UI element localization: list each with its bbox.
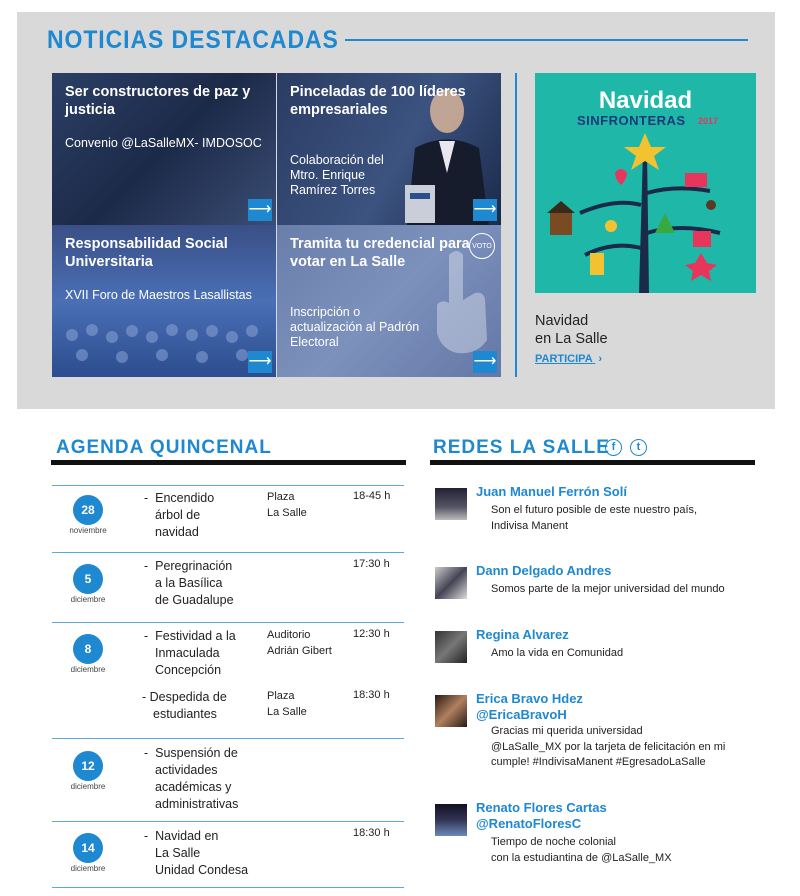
event-line: estudiantes (153, 707, 217, 721)
news-tile-text: Convenio @LaSalleMX- IMDOSOC (65, 136, 262, 150)
event-place (267, 489, 307, 521)
event-line: Navidad en (155, 829, 219, 843)
arrow-right-icon[interactable]: ⟶ (473, 199, 497, 221)
date-circle: 28 (73, 495, 103, 525)
post-author-name: Erica Bravo Hdez (476, 691, 583, 706)
agenda-row (52, 622, 404, 738)
date-month: diciembre (70, 782, 106, 791)
chevron-right-icon: › (598, 353, 602, 365)
navidad-banner[interactable] (535, 73, 756, 293)
post-text-line: Son el futuro posible de este nuestro país, (491, 504, 698, 516)
post-author-name: Renato Flores Cartas (476, 800, 607, 815)
event-place-line: Plaza (267, 690, 295, 702)
vote-badge: VOTO (469, 233, 495, 259)
event-line: Suspensión de (155, 746, 238, 760)
participa-link[interactable] (535, 353, 602, 365)
sinfronteras-logo: SINFRONTERAS (577, 113, 686, 128)
event-line: La Salle (155, 846, 201, 860)
avatar (435, 567, 467, 599)
title-rule (345, 39, 748, 41)
event-line: Encendido (155, 491, 215, 505)
event-line: Unidad Condesa (155, 863, 249, 877)
agenda-row (52, 738, 404, 821)
post-author-handle: @RenatoFloresC (476, 816, 582, 831)
post-text-line: Somos parte de la mejor universidad del mundo (491, 583, 725, 595)
navidad-logo: Navidad (598, 87, 693, 114)
arrow-right-icon[interactable]: ⟶ (248, 351, 272, 373)
event-place-line: La Salle (267, 706, 307, 718)
news-section-title: NOTICIAS DESTACADAS (47, 26, 339, 54)
facebook-icon[interactable]: f (605, 439, 622, 456)
date-circle: 8 (73, 634, 103, 664)
agenda-row (52, 552, 404, 622)
agenda-event[interactable]: - Despedida de estudiantes (153, 689, 278, 723)
post-text-line: Amo la vida en Comunidad (491, 647, 624, 659)
event-line: actividades (155, 763, 218, 777)
event-line: académicas y (155, 780, 232, 794)
event-place-line: Adrián Gibert (267, 645, 332, 657)
post-author-handle: @EricaBravoH (476, 707, 567, 722)
event-place-line: Plaza (267, 491, 295, 503)
post-text-line: cumple! #IndivisaManent #EgresadoLaSalle (491, 756, 706, 768)
post-author[interactable]: Juan Manuel Ferrón Solí (476, 484, 627, 499)
event-place (267, 627, 332, 659)
event-line: Festividad a la (155, 629, 236, 643)
post-text-line: Indivisa Manent (491, 519, 569, 532)
post-author[interactable]: Dann Delgado Andres (476, 563, 612, 578)
agenda-event[interactable]: - Peregrinación a la Basílica de Guadalupe (144, 558, 269, 609)
post-author[interactable]: Regina Alvarez (476, 627, 569, 642)
agenda-event[interactable]: - Encendido árbol de navidad (144, 490, 269, 541)
agenda-event[interactable]: - Suspensión de actividades académicas y administrativas (144, 745, 269, 813)
redes-title-bar (430, 460, 755, 465)
date-circle: 5 (73, 564, 103, 594)
news-tile-lideres[interactable] (277, 73, 501, 225)
event-line: navidad (155, 525, 199, 539)
news-tile-title: Ser constructores de paz y justicia (65, 84, 251, 118)
event-time: 18:30 h (353, 689, 390, 701)
navidad-caption (535, 312, 735, 348)
news-tile-title: Responsabilidad Social Universitaria (65, 236, 228, 270)
agenda-title: AGENDA QUINCENAL (56, 437, 272, 458)
news-tile-text: Inscripción o actualización al Padrón Electoral (290, 305, 420, 349)
avatar (435, 804, 467, 836)
arrow-right-icon[interactable]: ⟶ (473, 351, 497, 373)
event-line: Despedida de (149, 690, 227, 704)
event-line: administrativas (155, 797, 239, 811)
agenda-event[interactable]: - Navidad en La Salle Unidad Condesa (144, 828, 269, 879)
redes-title: REDES LA SALLE (433, 437, 610, 458)
event-time: 12:30 h (353, 628, 390, 640)
post-text-line: @LaSalle_MX por la tarjeta de felicitación en mi (491, 740, 726, 753)
event-line: a la Basílica (155, 576, 223, 590)
date-month: noviembre (69, 526, 107, 535)
event-time: 17:30 h (353, 558, 390, 570)
post-author[interactable] (476, 800, 607, 832)
post-text-line: Gracias mi querida universidad (491, 725, 643, 737)
news-tile-text: XVII Foro de Maestros Lasallistas (65, 288, 252, 302)
news-tile-paz[interactable] (52, 73, 276, 225)
news-tile-title: Pinceladas de 100 líderes empresariales (290, 84, 466, 118)
event-line: árbol de (155, 508, 201, 522)
logo-year: 2017 (698, 116, 719, 126)
navidad-caption-line: Navidad (535, 313, 589, 329)
news-tile-credencial[interactable] (277, 225, 501, 377)
date-circle: 12 (73, 751, 103, 781)
agenda-row (52, 485, 404, 552)
post-text (491, 835, 756, 866)
event-line: de Guadalupe (155, 593, 234, 607)
post-text-line: Tiempo de noche colonial (491, 836, 616, 848)
event-line: Concepción (155, 663, 222, 677)
twitter-icon[interactable]: t (630, 439, 647, 456)
post-author[interactable] (476, 691, 583, 723)
date-month: diciembre (70, 595, 106, 604)
event-line: Peregrinación (155, 559, 233, 573)
post-text-line: con la estudiantina de @LaSalle_MX (491, 851, 672, 864)
news-section (17, 12, 775, 409)
christmas-tree-icon (535, 73, 756, 293)
agenda-title-bar (51, 460, 406, 465)
date-month: diciembre (70, 665, 106, 674)
avatar (435, 488, 467, 520)
event-place-line: La Salle (267, 507, 307, 519)
participa-link-label: PARTICIPA (535, 353, 593, 365)
post-text (491, 582, 756, 598)
date-circle: 14 (73, 833, 103, 863)
news-tile-responsabilidad[interactable] (52, 225, 276, 377)
news-divider (515, 73, 517, 377)
post-text (491, 646, 756, 662)
event-time: 18:30 h (353, 827, 390, 839)
news-tile-title: Tramita tu credencial para votar en La Salle (290, 236, 470, 270)
event-place-line: Auditorio (267, 629, 311, 641)
agenda-row (52, 821, 404, 888)
post-text (491, 503, 756, 534)
agenda-event[interactable]: - Festividad a la Inmaculada Concepción (144, 628, 269, 679)
event-time: 18-45 h (353, 490, 391, 502)
avatar (435, 695, 467, 727)
date-month: diciembre (70, 864, 106, 873)
event-line: Inmaculada (155, 646, 220, 660)
post-text (491, 724, 756, 771)
event-place (267, 688, 307, 720)
news-tile-text: Colaboración del Mtro. Enrique Ramírez Torres (290, 153, 384, 197)
navidad-caption-line: en La Salle (535, 331, 608, 347)
avatar (435, 631, 467, 663)
arrow-right-icon[interactable]: ⟶ (248, 199, 272, 221)
